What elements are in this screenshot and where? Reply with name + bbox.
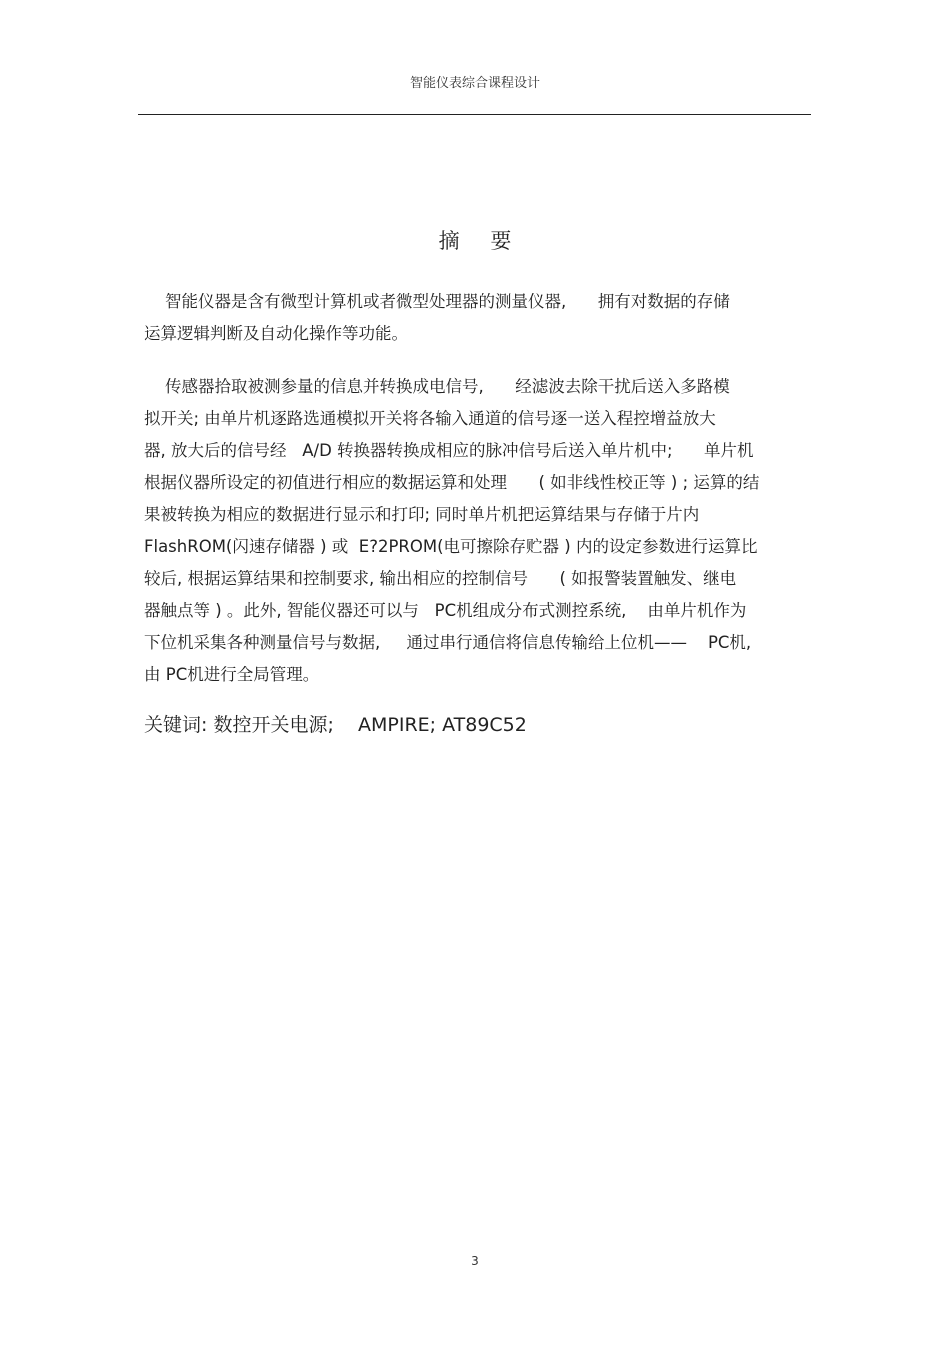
paragraph-line: 运算逻辑判断及自动化操作等功能。	[144, 324, 408, 343]
abstract-title: 摘 要	[438, 229, 524, 253]
abstract-paragraph-2	[144, 371, 806, 691]
abstract-paragraph-1	[144, 286, 806, 350]
paragraph-line: 智能仪器是含有微型计算机或者微型处理器的测量仪器, 拥有对数据的存储	[144, 292, 730, 311]
keywords-line: 关键词: 数控开关电源; AMPIRE; AT89C52	[144, 714, 527, 736]
page-number: 3	[471, 1254, 479, 1268]
running-header: 智能仪表综合课程设计	[409, 76, 540, 91]
paragraph-line: 器, 放大后的信号经 A/D 转换器转换成相应的脉冲信号后送入单片机中; 单片机	[144, 441, 754, 460]
paragraph-line: 下位机采集各种测量信号与数据, 通过串行通信将信息传输给上位机—— PC机,	[144, 633, 752, 652]
paragraph-line: 传感器拾取被测参量的信息并转换成电信号, 经滤波去除干扰后送入多路模	[144, 377, 730, 396]
paragraph-line: 较后, 根据运算结果和控制要求, 输出相应的控制信号 ( 如报警装置触发、继电	[144, 569, 737, 588]
header-divider	[138, 114, 811, 115]
paragraph-line: FlashROM(闪速存储器 ) 或 E?2PROM(电可擦除存贮器 ) 内的设定参数进行运算比	[144, 537, 758, 556]
paragraph-line: 果被转换为相应的数据进行显示和打印; 同时单片机把运算结果与存储于片内	[144, 505, 700, 524]
paragraph-line: 根据仪器所设定的初值进行相应的数据运算和处理 ( 如非线性校正等 ) ; 运算的结	[144, 473, 760, 492]
paragraph-line: 器触点等 ) 。此外, 智能仪器还可以与 PC机组成分布式测控系统, 由单片机作为	[144, 601, 747, 620]
paragraph-line: 拟开关; 由单片机逐路选通模拟开关将各输入通道的信号逐一送入程控增益放大	[144, 409, 716, 428]
paragraph-line: 由 PC机进行全局管理。	[144, 665, 320, 684]
